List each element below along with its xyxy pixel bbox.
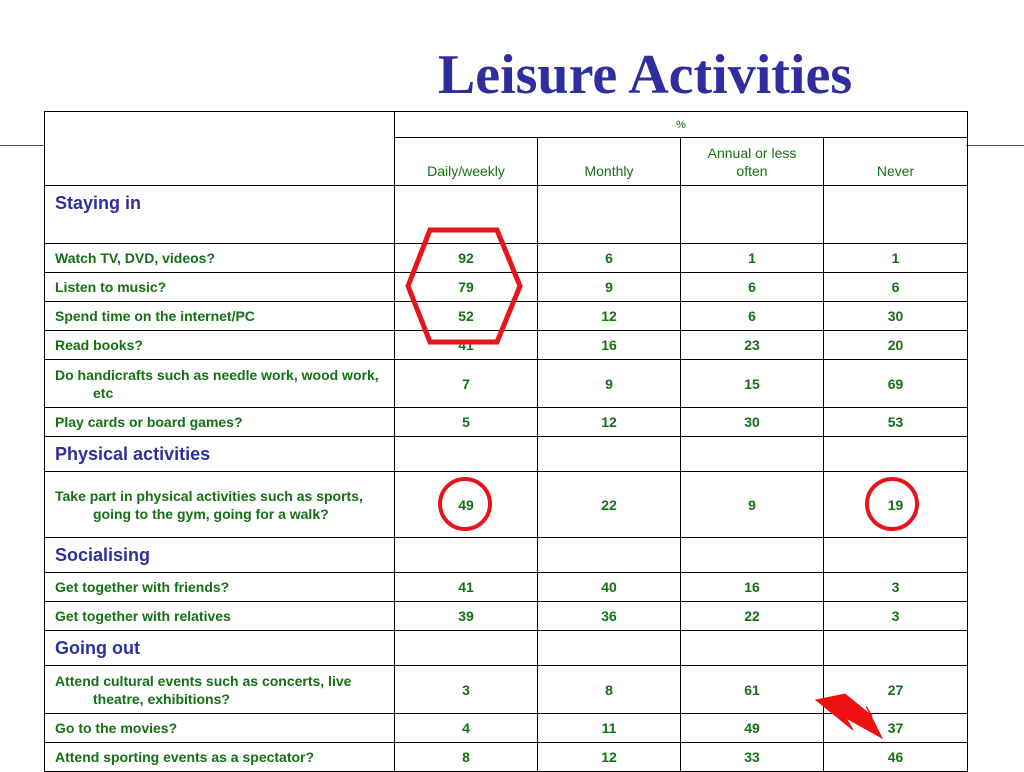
value-cell: 4 xyxy=(395,714,538,743)
row-label: Attend sporting events as a spectator? xyxy=(45,743,395,772)
value-cell: 1 xyxy=(681,244,824,273)
value-cell: 6 xyxy=(681,273,824,302)
table-row xyxy=(45,360,968,408)
row-label: Play cards or board games? xyxy=(45,408,395,437)
value-cell: 79 xyxy=(395,273,538,302)
table-row xyxy=(45,408,968,437)
value-cell: 30 xyxy=(681,408,824,437)
value-cell: 40 xyxy=(538,573,681,602)
column-header-daily-weekly: Daily/weekly xyxy=(395,138,538,186)
row-label: Listen to music? xyxy=(45,273,395,302)
empty-cell xyxy=(681,631,824,666)
divider-right xyxy=(966,145,1024,146)
value-cell: 9 xyxy=(538,273,681,302)
value-cell: 49 xyxy=(681,714,824,743)
value-cell: 6 xyxy=(538,244,681,273)
value-cell: 3 xyxy=(824,602,968,631)
table-row xyxy=(45,331,968,360)
leisure-table xyxy=(44,111,968,772)
empty-cell xyxy=(681,437,824,472)
empty-cell xyxy=(538,631,681,666)
value-cell: 7 xyxy=(395,360,538,408)
value-cell: 53 xyxy=(824,408,968,437)
column-header-monthly: Monthly xyxy=(538,138,681,186)
value-cell: 30 xyxy=(824,302,968,331)
table-row xyxy=(45,573,968,602)
empty-cell xyxy=(395,538,538,573)
divider-left xyxy=(0,145,45,146)
table-row xyxy=(45,244,968,273)
value-cell: 16 xyxy=(538,331,681,360)
section-header-going-out: Going out xyxy=(45,631,395,666)
section-header-socialising: Socialising xyxy=(45,538,395,573)
value-cell: 41 xyxy=(395,573,538,602)
value-cell: 3 xyxy=(824,573,968,602)
value-cell: 1 xyxy=(824,244,968,273)
value-cell: 39 xyxy=(395,602,538,631)
value-cell: 20 xyxy=(824,331,968,360)
row-label-text: Take part in physical activities such as sports, going to the gym, going for a walk? xyxy=(55,487,363,522)
section-header-staying-in: Staying in xyxy=(45,186,395,244)
empty-cell xyxy=(681,538,824,573)
value-cell: 22 xyxy=(538,472,681,538)
empty-cell xyxy=(681,186,824,244)
empty-cell xyxy=(538,437,681,472)
value-cell: 46 xyxy=(824,743,968,772)
empty-cell xyxy=(538,186,681,244)
table-row xyxy=(45,273,968,302)
empty-cell xyxy=(824,186,968,244)
column-header-annual-label: Annual or less often xyxy=(707,145,797,179)
value-cell: 9 xyxy=(538,360,681,408)
percent-header: % xyxy=(395,112,968,138)
table-row xyxy=(45,602,968,631)
empty-cell xyxy=(824,538,968,573)
table-row xyxy=(45,714,968,743)
empty-cell xyxy=(395,437,538,472)
table-row xyxy=(45,666,968,714)
value-cell: 37 xyxy=(824,714,968,743)
value-cell: 12 xyxy=(538,743,681,772)
empty-cell xyxy=(824,437,968,472)
value-cell: 52 xyxy=(395,302,538,331)
row-label: Get together with friends? xyxy=(45,573,395,602)
value-cell: 11 xyxy=(538,714,681,743)
column-header-never: Never xyxy=(824,138,968,186)
value-cell: 27 xyxy=(824,666,968,714)
row-label: Get together with relatives xyxy=(45,602,395,631)
value-cell: 8 xyxy=(538,666,681,714)
value-cell: 5 xyxy=(395,408,538,437)
row-label-text: Attend cultural events such as concerts, live theatre, exhibitions? xyxy=(55,672,352,707)
row-label-text: Do handicrafts such as needle work, wood work, etc xyxy=(55,366,379,401)
row-label xyxy=(45,472,395,538)
empty-cell xyxy=(824,631,968,666)
row-label: Watch TV, DVD, videos? xyxy=(45,244,395,273)
table-row xyxy=(45,472,968,538)
value-cell: 6 xyxy=(681,302,824,331)
value-cell: 15 xyxy=(681,360,824,408)
row-label: Go to the movies? xyxy=(45,714,395,743)
value-cell: 3 xyxy=(395,666,538,714)
value-cell: 12 xyxy=(538,408,681,437)
row-label: Spend time on the internet/PC xyxy=(45,302,395,331)
value-cell: 69 xyxy=(824,360,968,408)
value-cell: 36 xyxy=(538,602,681,631)
value-cell: 19 xyxy=(824,472,968,538)
empty-cell xyxy=(538,538,681,573)
column-header-annual xyxy=(681,138,824,186)
value-cell: 6 xyxy=(824,273,968,302)
value-cell: 22 xyxy=(681,602,824,631)
value-cell: 33 xyxy=(681,743,824,772)
value-cell: 12 xyxy=(538,302,681,331)
row-label: Read books? xyxy=(45,331,395,360)
value-cell: 8 xyxy=(395,743,538,772)
empty-cell xyxy=(395,631,538,666)
value-cell: 92 xyxy=(395,244,538,273)
header-corner-cell xyxy=(45,112,395,186)
table-row xyxy=(45,302,968,331)
table-row xyxy=(45,743,968,772)
row-label xyxy=(45,666,395,714)
value-cell: 23 xyxy=(681,331,824,360)
value-cell: 9 xyxy=(681,472,824,538)
value-cell: 16 xyxy=(681,573,824,602)
row-label xyxy=(45,360,395,408)
section-header-physical-activities: Physical activities xyxy=(45,437,395,472)
value-cell: 61 xyxy=(681,666,824,714)
value-cell: 41 xyxy=(395,331,538,360)
value-cell: 49 xyxy=(395,472,538,538)
slide-title: Leisure Activities xyxy=(437,44,853,106)
empty-cell xyxy=(395,186,538,244)
